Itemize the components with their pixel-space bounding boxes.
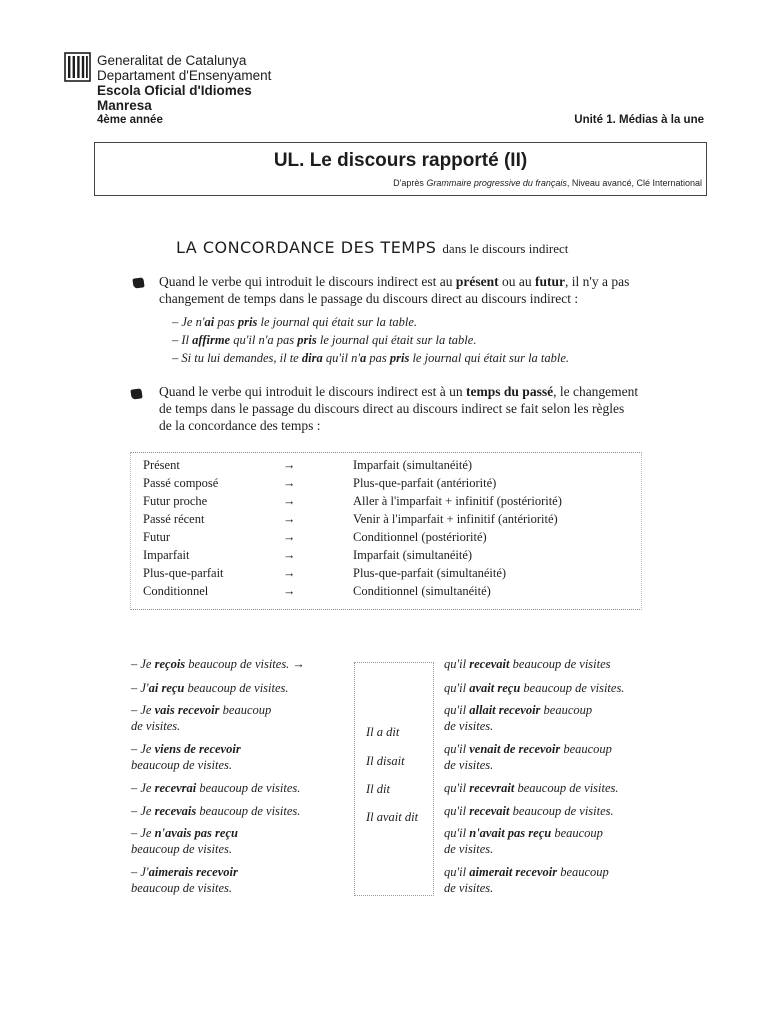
rule-2-bold: temps du passé bbox=[466, 384, 554, 399]
tense-to: Imparfait (simultanéité) bbox=[353, 458, 473, 472]
direct-sentence bbox=[131, 680, 351, 696]
sentence-text: – Je bbox=[131, 703, 155, 717]
sentence-verb: allait recevoir bbox=[469, 703, 541, 717]
source-reference bbox=[393, 178, 702, 188]
sentence-text: beaucoup de visites. bbox=[184, 681, 289, 695]
direct-sentence bbox=[131, 656, 351, 672]
sentence-text: qu'il bbox=[444, 657, 470, 671]
tense-to: Venir à l'imparfait + infinitif (antériorité) bbox=[353, 512, 558, 526]
example-text: le journal qui était sur la table. bbox=[257, 315, 418, 329]
example-text: qu'il n'a pas bbox=[230, 333, 298, 347]
tense-from: Imparfait bbox=[143, 548, 190, 562]
example-text: pas bbox=[214, 315, 238, 329]
reporting-verb: Il disait bbox=[366, 754, 405, 768]
sentence-verb: recevait bbox=[469, 657, 510, 671]
rule-2-paragraph bbox=[159, 383, 639, 434]
example-text: – Je n' bbox=[172, 315, 205, 329]
indirect-sentence bbox=[444, 741, 684, 773]
sentence-text: de visites. bbox=[131, 719, 181, 733]
arrow-icon: → bbox=[283, 476, 296, 490]
example-bold: ai bbox=[204, 315, 215, 329]
sentence-text: qu'il bbox=[444, 781, 470, 795]
tense-from: Passé récent bbox=[143, 512, 205, 526]
table-row bbox=[143, 548, 633, 566]
sentence-verb: vais recevoir bbox=[154, 703, 220, 717]
example-2 bbox=[172, 331, 476, 349]
tense-from: Conditionnel bbox=[143, 584, 209, 598]
direct-sentence bbox=[131, 741, 351, 773]
sentence-verb: recevais bbox=[154, 804, 197, 818]
example-1 bbox=[172, 313, 417, 331]
rule-2-text: , le changement de temps dans le passage du discours direct au discours indirect se fait selon les règles de la concordance des temps : bbox=[159, 384, 639, 433]
example-bold: a bbox=[360, 351, 367, 365]
table-row bbox=[143, 584, 633, 602]
sentence-verb: ai reçu bbox=[148, 681, 185, 695]
sentence-text: qu'il bbox=[444, 703, 470, 717]
table-row bbox=[143, 566, 633, 584]
sentence-verb: avait reçu bbox=[469, 681, 521, 695]
direct-sentence bbox=[131, 780, 351, 796]
example-bold: pris bbox=[389, 351, 410, 365]
tense-to: Plus-que-parfait (antériorité) bbox=[353, 476, 497, 490]
sentence-text: de visites. bbox=[444, 719, 494, 733]
sentence-text: beaucoup bbox=[560, 742, 612, 756]
direct-sentence bbox=[131, 825, 351, 857]
direct-sentence bbox=[131, 864, 351, 896]
example-text: – Il bbox=[172, 333, 193, 347]
tense-to: Conditionnel (postériorité) bbox=[353, 530, 487, 544]
sentence-text: – Je bbox=[131, 657, 155, 671]
tense-from: Passé composé bbox=[143, 476, 219, 490]
indirect-sentence bbox=[444, 803, 684, 819]
sentence-text: beaucoup bbox=[551, 826, 603, 840]
sentence-text: beaucoup de visites. bbox=[514, 781, 619, 795]
source-suffix: , Niveau avancé, Clé International bbox=[566, 178, 702, 188]
sentence-text: beaucoup de visites. bbox=[196, 804, 301, 818]
sentence-text: beaucoup bbox=[540, 703, 593, 717]
generalitat-logo-icon bbox=[64, 52, 91, 82]
sentence-text: de visites. bbox=[444, 881, 494, 895]
example-3 bbox=[172, 349, 569, 367]
sentence-text: – Je bbox=[131, 742, 155, 756]
reporting-verb: Il dit bbox=[366, 782, 390, 796]
table-row bbox=[143, 530, 633, 548]
indirect-sentence bbox=[444, 780, 684, 796]
level-label: 4ème année bbox=[97, 114, 163, 126]
sentence-verb: reçois bbox=[154, 657, 186, 671]
title-box bbox=[94, 142, 707, 196]
sentence-verb: n'avais pas reçu bbox=[154, 826, 238, 840]
arrow-icon: → bbox=[283, 530, 296, 544]
arrow-icon: → bbox=[283, 566, 296, 580]
sentence-text: – Je bbox=[131, 804, 155, 818]
example-bold: pris bbox=[297, 333, 317, 347]
table-row bbox=[143, 512, 633, 530]
sentence-text: beaucoup bbox=[557, 865, 609, 879]
source-prefix: D'après bbox=[393, 178, 427, 188]
indirect-sentence bbox=[444, 680, 684, 696]
tense-to: Plus-que-parfait (simultanéité) bbox=[353, 566, 507, 580]
example-text: pas bbox=[366, 351, 390, 365]
sentence-text: qu'il bbox=[444, 742, 470, 756]
rule-1-text: ou au bbox=[498, 274, 536, 289]
institution-line-3: Escola Oficial d'Idiomes bbox=[97, 83, 252, 98]
tense-from: Plus-que-parfait bbox=[143, 566, 224, 580]
example-text: le journal qui était sur la table. bbox=[316, 333, 477, 347]
arrow-icon: → bbox=[283, 458, 296, 472]
bullet-icon bbox=[132, 277, 144, 288]
tense-to: Aller à l'imparfait + infinitif (postériorité) bbox=[353, 494, 562, 508]
sentence-verb: aimerais recevoir bbox=[148, 865, 238, 879]
sentence-text: – Je bbox=[131, 781, 155, 795]
indirect-sentence bbox=[444, 825, 684, 857]
sentence-text: beaucoup de visites. bbox=[131, 842, 233, 856]
direct-sentence bbox=[131, 803, 351, 819]
sentence-text: beaucoup de visites. bbox=[131, 881, 233, 895]
concordance-table bbox=[130, 452, 642, 610]
institution-line-4: Manresa bbox=[97, 98, 152, 113]
sentence-text: qu'il bbox=[444, 681, 470, 695]
source-book: Grammaire progressive du français bbox=[426, 178, 567, 188]
reporting-verb: Il a dit bbox=[366, 725, 400, 739]
rule-1-paragraph bbox=[159, 273, 659, 307]
sentence-verb: venait de recevoir bbox=[469, 742, 561, 756]
sentence-text: beaucoup de visites. bbox=[509, 804, 614, 818]
page-title: UL. Le discours rapporté (II) bbox=[273, 150, 528, 171]
sentence-text: beaucoup de visites. bbox=[520, 681, 625, 695]
heading-rest: dans le discours indirect bbox=[442, 241, 569, 256]
sentence-text: beaucoup de visites bbox=[509, 657, 611, 671]
sentence-text: de visites. bbox=[444, 758, 494, 772]
indirect-sentence bbox=[444, 656, 684, 672]
tense-to: Imparfait (simultanéité) bbox=[353, 548, 473, 562]
sentence-text: beaucoup bbox=[219, 703, 272, 717]
example-bold: affirme bbox=[192, 333, 231, 347]
arrow-icon: → bbox=[283, 548, 296, 562]
example-text: qu'il n' bbox=[322, 351, 360, 365]
sentence-text: qu'il bbox=[444, 826, 470, 840]
sentence-text: beaucoup de visites. → bbox=[185, 657, 305, 671]
arrow-icon: → bbox=[283, 494, 296, 508]
rule-1-bold: futur bbox=[535, 274, 566, 289]
sentence-verb: recevrai bbox=[154, 781, 197, 795]
sentence-text: beaucoup de visites. bbox=[196, 781, 301, 795]
sentence-verb: aimerait recevoir bbox=[469, 865, 558, 879]
example-bold: dira bbox=[301, 351, 323, 365]
section-heading bbox=[176, 238, 568, 257]
reporting-verb-box bbox=[354, 662, 434, 896]
example-text: – Si tu lui demandes, il te bbox=[172, 351, 302, 365]
table-row bbox=[143, 476, 633, 494]
reporting-verb: Il avait dit bbox=[366, 810, 419, 824]
sentence-text: de visites. bbox=[444, 842, 494, 856]
sentence-verb: viens de recevoir bbox=[154, 742, 241, 756]
bullet-icon bbox=[130, 388, 142, 399]
tense-from: Futur bbox=[143, 530, 171, 544]
tense-to: Conditionnel (simultanéité) bbox=[353, 584, 491, 598]
arrow-icon: → bbox=[283, 584, 296, 598]
table-row bbox=[143, 494, 633, 512]
sentence-verb: recevrait bbox=[469, 781, 515, 795]
sentence-verb: n'avait pas reçu bbox=[469, 826, 552, 840]
indirect-sentence bbox=[444, 702, 684, 734]
indirect-sentence bbox=[444, 864, 684, 896]
unit-label: Unité 1. Médias à la une bbox=[574, 114, 704, 126]
arrow-icon: → bbox=[283, 512, 296, 526]
institution-line-2: Departament d'Ensenyament bbox=[97, 68, 272, 83]
tense-from: Présent bbox=[143, 458, 180, 472]
sentence-text: qu'il bbox=[444, 865, 470, 879]
heading-handwritten: LA CONCORDANCE DES TEMPS bbox=[176, 238, 437, 257]
rule-1-bold: présent bbox=[455, 274, 499, 289]
table-row bbox=[143, 458, 633, 476]
rule-2-text: Quand le verbe qui introduit le discours indirect est à un bbox=[159, 384, 467, 399]
tense-from: Futur proche bbox=[143, 494, 208, 508]
sentence-verb: recevait bbox=[469, 804, 510, 818]
sentence-text: qu'il bbox=[444, 804, 470, 818]
sentence-text: – J' bbox=[131, 681, 149, 695]
sentence-text: – J' bbox=[131, 865, 149, 879]
institution-line-1: Generalitat de Catalunya bbox=[97, 53, 247, 68]
rule-1-text: Quand le verbe qui introduit le discours indirect est au bbox=[159, 274, 456, 289]
direct-sentence bbox=[131, 702, 351, 734]
sentence-text: – Je bbox=[131, 826, 155, 840]
sentence-text: beaucoup de visites. bbox=[131, 758, 233, 772]
rule-1-text: , il n'y a pas changement de temps dans le passage du discours direct au discours indirect : bbox=[159, 274, 630, 306]
example-bold: pris bbox=[237, 315, 258, 329]
example-text: le journal qui était sur la table. bbox=[409, 351, 570, 365]
